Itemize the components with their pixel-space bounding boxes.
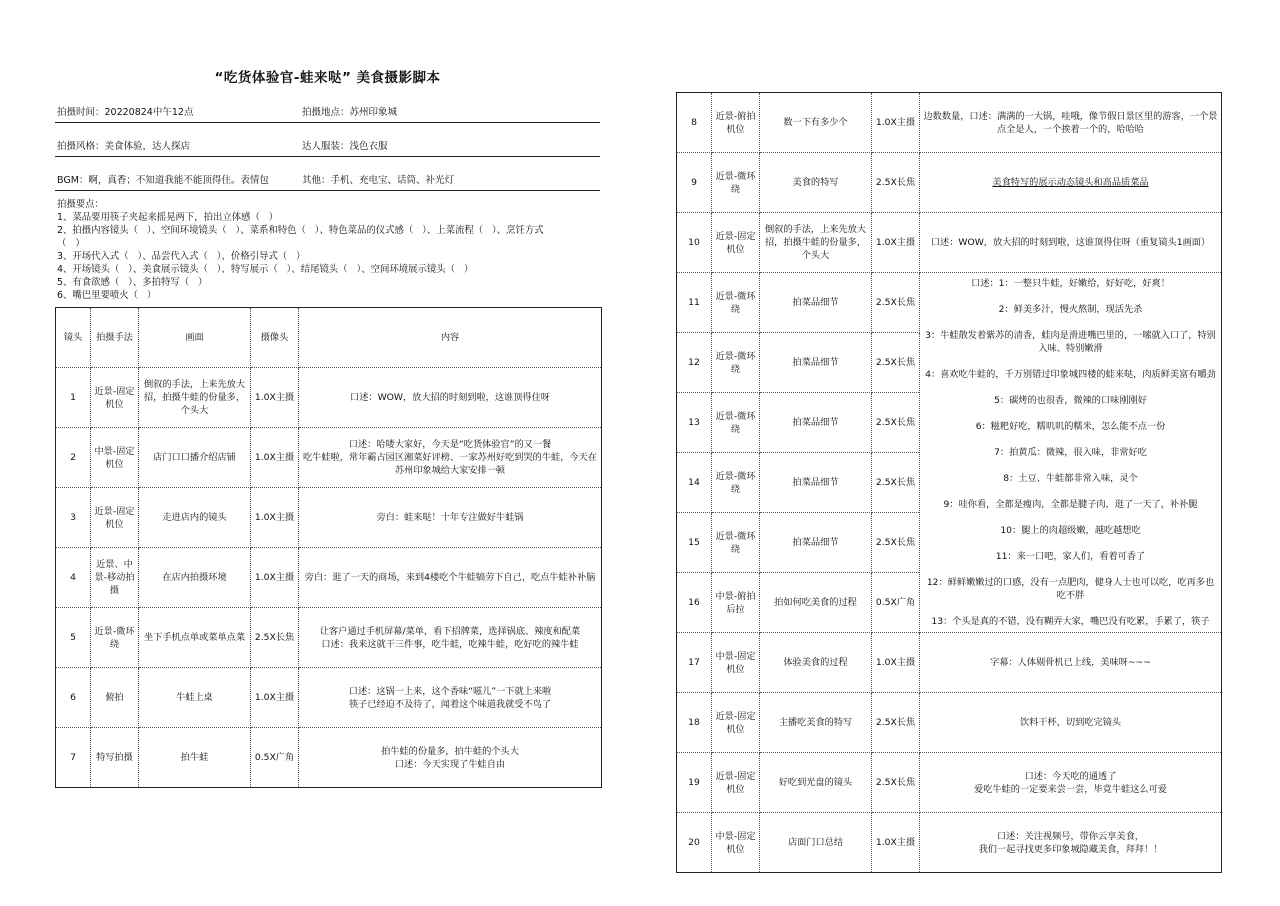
content-line: 10：腿上的肉超级嫩，越吃越想吃	[1000, 525, 1141, 536]
content-line: 7：拍黄瓜：微辣，很入味，非常好吃	[994, 447, 1147, 458]
table-row	[677, 693, 1222, 753]
shot-method: 中景-固定机位	[712, 633, 760, 693]
shot-number: 17	[677, 633, 712, 693]
shot-number: 3	[56, 488, 91, 548]
shot-scene: 体验美食的过程	[760, 633, 872, 693]
content-line: 2：鲜美多汁，慢火熬制，现活先杀	[998, 304, 1143, 315]
content-line: 口述：1：一整只牛蛙，好嫩给，好好吃，好爽！	[971, 278, 1170, 289]
shot-content: 口述：关注视频号，带你云享美食， 我们一起寻找更多印象城隐藏美食，拜拜！！	[920, 813, 1222, 873]
shot-method: 近景-微环绕	[712, 393, 760, 453]
table-row	[56, 608, 602, 668]
shot-method: 近景-微环绕	[712, 153, 760, 213]
notes-line: 5、有食欲感（ ）、多拍特写（ ）	[57, 277, 208, 288]
shot-scene: 店门口口播介绍店铺	[139, 428, 251, 488]
shot-content: 口述：哈喽大家好，今天是“吃货体验官”的又一餐 吃牛蛙啦，常年霸占园区湘菜好评榜、一家苏州好吃到哭的牛蛙，今天在苏州印象城给大家安排一顿	[299, 428, 602, 488]
shot-scene: 美食的特写	[760, 153, 872, 213]
content-line: 13：个头是真的不错，没有糊弄大家，嘴巴没有吃累，手累了，筷子	[931, 616, 1210, 627]
shot-camera: 0.5X广角	[251, 728, 299, 788]
table-row	[677, 93, 1222, 153]
shot-method: 中景-固定机位	[712, 813, 760, 873]
shot-scene: 数一下有多少个	[760, 93, 872, 153]
content-line: 4：喜欢吃牛蛙的，千万别错过印象城四楼的蛙来哒，肉质鲜美富有嚼劲	[925, 369, 1216, 380]
shoot-location: 拍摄地点：苏州印象城	[302, 107, 398, 118]
shot-content: 口述：这锅一上来，这个香味“嗞儿”一下就上来啦 筷子已经迫不及待了，闻着这个味道我就受不鸟了	[299, 668, 602, 728]
shot-content: 口述：WOW，放大招的时刻到啦，这谁顶得住呀	[299, 368, 602, 428]
shoot-style: 拍摄风格：美食体验，达人探店	[57, 141, 191, 152]
content-line: 6：糍粑好吃，糯叽叽的糯米，怎么能不点一份	[975, 421, 1166, 432]
bgm: BGM：啊，真香；不知道我能不能顶得住。表情包	[57, 175, 269, 186]
table-row	[677, 813, 1222, 873]
shot-scene: 好吃到光盘的镜头	[760, 753, 872, 813]
other-items: 其他：手机、充电宝、话筒、补光灯	[302, 175, 455, 186]
shot-number: 4	[56, 548, 91, 608]
shot-number: 8	[677, 93, 712, 153]
shot-camera: 2.5X长焦	[872, 153, 920, 213]
shot-number: 5	[56, 608, 91, 668]
table-row	[677, 273, 1222, 333]
shot-number: 13	[677, 393, 712, 453]
shot-scene: 拍菜品细节	[760, 513, 872, 573]
shot-camera: 1.0X主摄	[251, 368, 299, 428]
shot-number: 12	[677, 333, 712, 393]
shot-number: 19	[677, 753, 712, 813]
table-row	[56, 668, 602, 728]
shot-number: 20	[677, 813, 712, 873]
meta-row-style	[55, 126, 600, 157]
header-content: 内容	[299, 308, 602, 368]
header-camera: 摄像头	[251, 308, 299, 368]
shot-method: 近景-微环绕	[91, 608, 139, 668]
shot-method: 近景-固定机位	[91, 488, 139, 548]
table-row	[56, 368, 602, 428]
script-table-left	[55, 307, 602, 788]
shot-scene: 倒叙的手法，上来先放大招，拍摄牛蛙的份量多，个头大	[139, 368, 251, 428]
content-line: 5：碳烤的也很香，微辣的口味刚刚好	[994, 395, 1147, 406]
shot-camera: 1.0X主摄	[872, 813, 920, 873]
shot-method: 近景-微环绕	[712, 513, 760, 573]
shot-scene: 拍菜品细节	[760, 393, 872, 453]
notes-line: 4、开场镜头（ ）、美食展示镜头（ ）、特写展示（ ）、结尾镜头（ ）、空间环境展示镜头（ ）	[57, 264, 474, 275]
shot-camera: 2.5X长焦	[872, 273, 920, 333]
table-row	[56, 428, 602, 488]
header-scene: 画面	[139, 308, 251, 368]
shot-scene: 走进店内的镜头	[139, 488, 251, 548]
table-row	[56, 548, 602, 608]
table-row	[677, 633, 1222, 693]
shot-method: 近景-固定机位	[712, 693, 760, 753]
shot-camera: 2.5X长焦	[872, 333, 920, 393]
notes-line: 1、菜品要用筷子夹起来摇晃两下，拍出立体感（ ）	[57, 212, 279, 223]
shot-method: 中景-俯拍后拉	[712, 573, 760, 633]
notes-line: 2、拍摄内容镜头（ ）、空间环境镜头（ ）、菜系和特色（ ）、特色菜品的仪式感（ ）、上菜流程（ ）、烹饪方式 （ ）	[57, 225, 544, 249]
shot-scene: 倒叙的手法，上来先放大招，拍摄牛蛙的份量多，个头大	[760, 213, 872, 273]
shot-number: 10	[677, 213, 712, 273]
shot-content: 字幕：人体剔骨机已上线，美味呀~~~	[920, 633, 1222, 693]
shot-method: 特写拍摄	[91, 728, 139, 788]
content-line: 12：鲜鲜嫩嫩过的口感，没有一点肥肉，健身人士也可以吃，吃再多也吃不胖	[926, 577, 1215, 601]
shot-scene: 拍菜品细节	[760, 333, 872, 393]
header-method: 拍摄手法	[91, 308, 139, 368]
shot-number: 6	[56, 668, 91, 728]
shot-scene: 店面门口总结	[760, 813, 872, 873]
page-title: “吃货体验官-蛙来哒” 美食摄影脚本	[214, 70, 441, 86]
meta-row-time	[55, 92, 600, 123]
content-line: 9：哇你看，全都是瘦肉，全都是腱子肉，逛了一天了，补补腿	[943, 499, 1198, 510]
shot-number: 2	[56, 428, 91, 488]
notes-line: 拍摄要点：	[57, 199, 104, 210]
table-row	[677, 753, 1222, 813]
shooting-notes	[57, 198, 602, 302]
shot-scene: 坐下手机点单或菜单点菜	[139, 608, 251, 668]
shot-method: 近景-固定机位	[91, 368, 139, 428]
shot-method: 俯拍	[91, 668, 139, 728]
shot-number: 16	[677, 573, 712, 633]
shot-scene: 在店内拍摄环境	[139, 548, 251, 608]
shot-camera: 1.0X主摄	[872, 213, 920, 273]
shot-method: 近景-固定机位	[712, 753, 760, 813]
shot-scene: 拍菜品细节	[760, 453, 872, 513]
shot-camera: 1.0X主摄	[251, 548, 299, 608]
shot-content: 拍牛蛙的份量多，拍牛蛙的个头大 口述：今天实现了牛蛙自由	[299, 728, 602, 788]
shot-scene: 拍牛蛙	[139, 728, 251, 788]
shot-camera: 2.5X长焦	[251, 608, 299, 668]
shot-number: 11	[677, 273, 712, 333]
meta-row-bgm	[55, 160, 600, 191]
shot-content: 口述：WOW，放大招的时刻到啦，这谁顶得住呀（重复镜头1画面）	[920, 213, 1222, 273]
shot-camera: 2.5X长焦	[872, 513, 920, 573]
merged-content-cell	[920, 273, 1222, 633]
notes-line: 3、开场代入式（ ）、品尝代入式（ ）、价格引导式（ ）	[57, 251, 306, 262]
shot-camera: 1.0X主摄	[251, 488, 299, 548]
table-row	[677, 153, 1222, 213]
header-shot: 镜头	[56, 308, 91, 368]
shot-content: 让客户通过手机屏幕/菜单，看下招牌菜，选择锅底、辣度和配菜 口述：我来这就干三件事，吃牛蛙，吃辣牛蛙，吃好吃的辣牛蛙	[299, 608, 602, 668]
shot-content: 口述：今天吃的通透了 爱吃牛蛙的一定要来尝一尝，毕竟牛蛙这么可爱	[920, 753, 1222, 813]
shot-content: 美食特写的展示动态镜头和高品质菜品	[920, 153, 1222, 213]
shot-scene: 牛蛙上桌	[139, 668, 251, 728]
talent-outfit: 达人服装：浅色衣服	[302, 141, 388, 152]
script-table-right	[676, 92, 1222, 873]
shot-method: 近景-微环绕	[712, 333, 760, 393]
content-line: 3：牛蛙散发着紫苏的清香，蛙肉是滑进嘴巴里的，一嗦就入口了，特别入味、特别嫩滑	[925, 330, 1216, 354]
shot-number: 14	[677, 453, 712, 513]
shot-method: 中景-固定机位	[91, 428, 139, 488]
shot-scene: 拍菜品细节	[760, 273, 872, 333]
shot-method: 近景-微环绕	[712, 453, 760, 513]
content-line: 11：来一口吧，家人们，看着可香了	[995, 551, 1146, 562]
shot-camera: 2.5X长焦	[872, 693, 920, 753]
shot-method: 近景-俯拍机位	[712, 93, 760, 153]
shot-camera: 1.0X主摄	[251, 428, 299, 488]
content-line: 8：土豆、牛蛙都非常入味，灵个	[1003, 473, 1138, 484]
table-row	[56, 728, 602, 788]
shot-method: 近景-固定机位	[712, 213, 760, 273]
shot-method: 近景、中景-移动拍摄	[91, 548, 139, 608]
shot-camera: 0.5X广角	[872, 573, 920, 633]
shot-camera: 1.0X主摄	[251, 668, 299, 728]
shot-scene: 拍如何吃美食的过程	[760, 573, 872, 633]
table-header-row	[56, 308, 602, 368]
shot-content: 边数数量，口述：满满的一大锅，哇哦，像节假日景区里的游客，一个景点全是人，一个挨着一个的，哈哈哈	[920, 93, 1222, 153]
shot-camera: 1.0X主摄	[872, 633, 920, 693]
shot-scene: 主播吃美食的特写	[760, 693, 872, 753]
shot-content: 旁白：逛了一天的商场，来到4楼吃个牛蛙犒劳下自己，吃点牛蛙补补脑	[299, 548, 602, 608]
table-row	[56, 488, 602, 548]
shot-number: 9	[677, 153, 712, 213]
shot-number: 18	[677, 693, 712, 753]
shot-content: 饮料干杯，切到吃完镜头	[920, 693, 1222, 753]
table-row	[677, 213, 1222, 273]
shot-method: 近景-微环绕	[712, 273, 760, 333]
shot-number: 15	[677, 513, 712, 573]
shot-number: 1	[56, 368, 91, 428]
shot-content: 旁白：蛙来哒！十年专注做好牛蛙锅	[299, 488, 602, 548]
notes-line: 6、嘴巴里要喷火（ ）	[57, 290, 157, 301]
shot-camera: 2.5X长焦	[872, 393, 920, 453]
shot-camera: 2.5X长焦	[872, 753, 920, 813]
shot-number: 7	[56, 728, 91, 788]
shot-camera: 1.0X主摄	[872, 93, 920, 153]
shoot-time: 拍摄时间：20220824中午12点	[57, 107, 194, 118]
shot-camera: 2.5X长焦	[872, 453, 920, 513]
